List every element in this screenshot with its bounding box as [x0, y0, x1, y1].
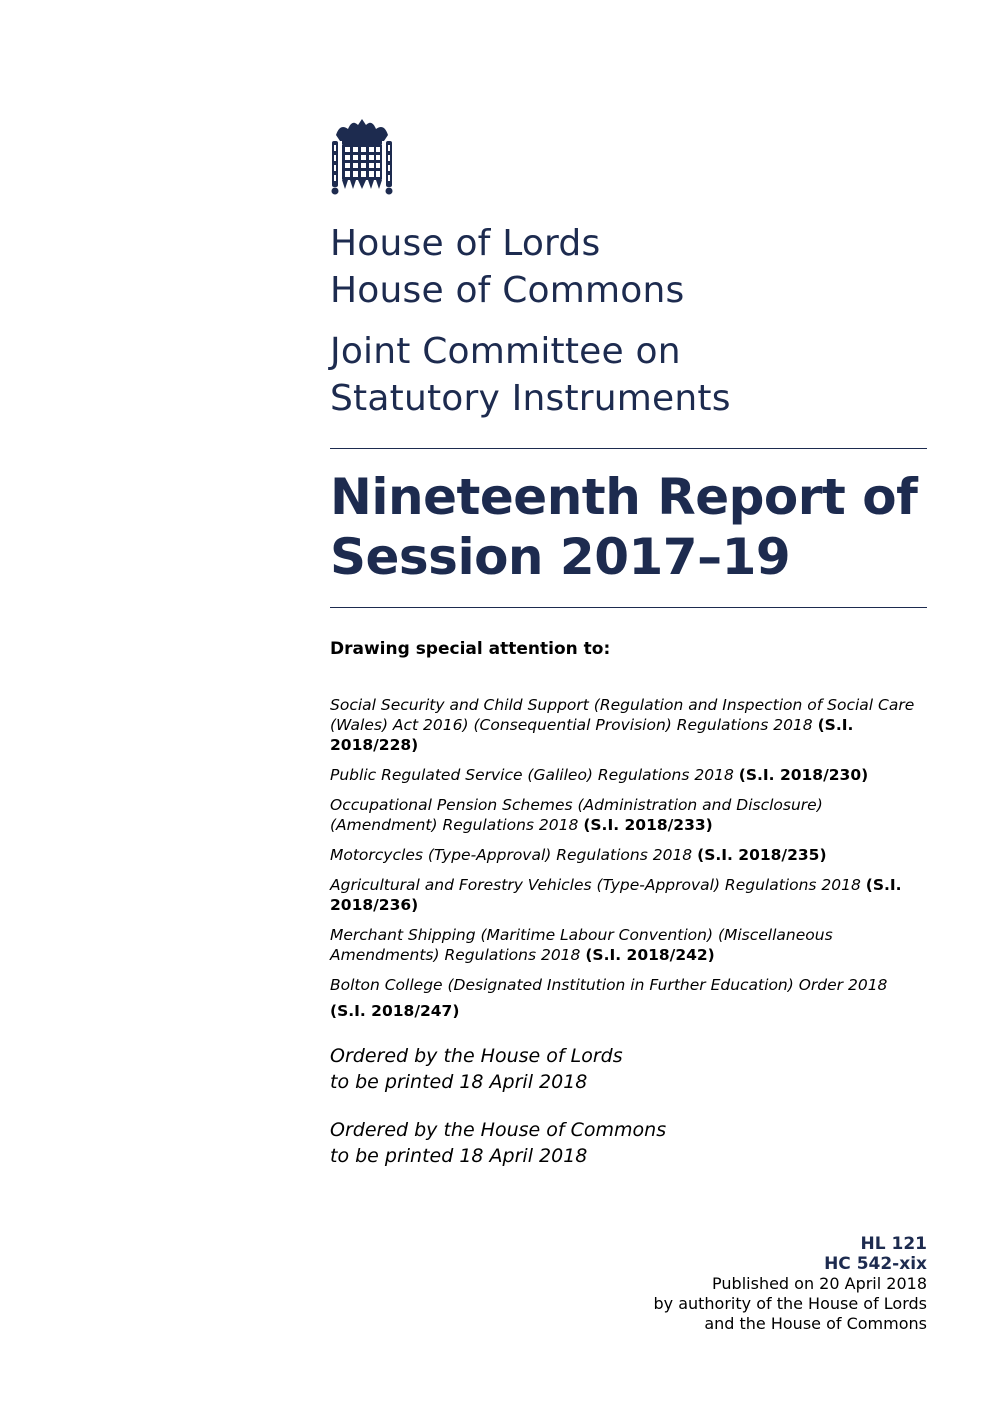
hl-number: HL 121 — [860, 1234, 927, 1254]
house-of-commons-heading: House of Commons — [330, 270, 685, 311]
drawing-attention-label: Drawing special attention to: — [330, 639, 611, 659]
published-date: Published on 20 April 2018 — [712, 1274, 927, 1293]
instrument-ref: (S.I. 2018/228) — [330, 716, 854, 754]
portcullis-logo-icon — [330, 117, 394, 195]
instrument-item — [330, 795, 930, 835]
instrument-ref: (S.I. 2018/230) — [738, 766, 869, 784]
ordered-commons-line2: to be printed 18 April 2018 — [330, 1145, 588, 1167]
ordered-lords-line2: to be printed 18 April 2018 — [330, 1071, 588, 1093]
instrument-ref: (S.I. 2018/247) — [330, 1002, 460, 1020]
instrument-name: Social Security and Child Support (Regulation and Inspection of Social Care (Wales) Act 2016) (Consequential Provision) Regulations 2018 — [330, 696, 915, 734]
instrument-item — [330, 875, 930, 915]
committee-heading-line2: Statutory Instruments — [330, 378, 731, 419]
instrument-name: Public Regulated Service (Galileo) Regulations 2018 — [330, 766, 734, 784]
house-of-lords-heading: House of Lords — [330, 223, 601, 264]
ordered-commons-line1: Ordered by the House of Commons — [330, 1119, 667, 1141]
ordered-commons — [330, 1117, 666, 1169]
instrument-item — [330, 975, 930, 1021]
instrument-item — [330, 845, 930, 865]
instrument-ref: (S.I. 2018/236) — [330, 876, 902, 914]
report-title-line2: Session 2017–19 — [330, 528, 791, 586]
instrument-name: Bolton College (Designated Institution in Further Education) Order 2018 — [330, 976, 888, 994]
publication-info — [653, 1234, 927, 1334]
divider-top — [330, 448, 927, 449]
instrument-name: Occupational Pension Schemes (Administration and Disclosure) (Amendment) Regulations 2018 — [330, 796, 823, 834]
instrument-item — [330, 765, 930, 785]
instrument-ref: (S.I. 2018/235) — [697, 846, 827, 864]
instrument-item — [330, 695, 930, 755]
ordered-lords-line1: Ordered by the House of Lords — [330, 1045, 623, 1067]
instrument-item — [330, 925, 930, 965]
report-title — [330, 467, 917, 587]
divider-bottom — [330, 607, 927, 608]
instrument-name: Agricultural and Forestry Vehicles (Type-Approval) Regulations 2018 — [330, 876, 861, 894]
instrument-list — [330, 695, 930, 1031]
hc-number: HC 542-xix — [824, 1254, 927, 1274]
instrument-ref: (S.I. 2018/242) — [585, 946, 715, 964]
instrument-ref: (S.I. 2018/233) — [583, 816, 713, 834]
report-title-line1: Nineteenth Report of — [330, 468, 918, 526]
committee-heading-line1: Joint Committee on — [330, 331, 681, 372]
instrument-name: Motorcycles (Type-Approval) Regulations 2018 — [330, 846, 693, 864]
ordered-lords — [330, 1043, 623, 1095]
authority-line2: and the House of Commons — [704, 1314, 927, 1333]
authority-line1: by authority of the House of Lords — [653, 1294, 927, 1313]
instrument-name: Merchant Shipping (Maritime Labour Convention) (Miscellaneous Amendments) Regulations 2018 — [330, 926, 833, 964]
